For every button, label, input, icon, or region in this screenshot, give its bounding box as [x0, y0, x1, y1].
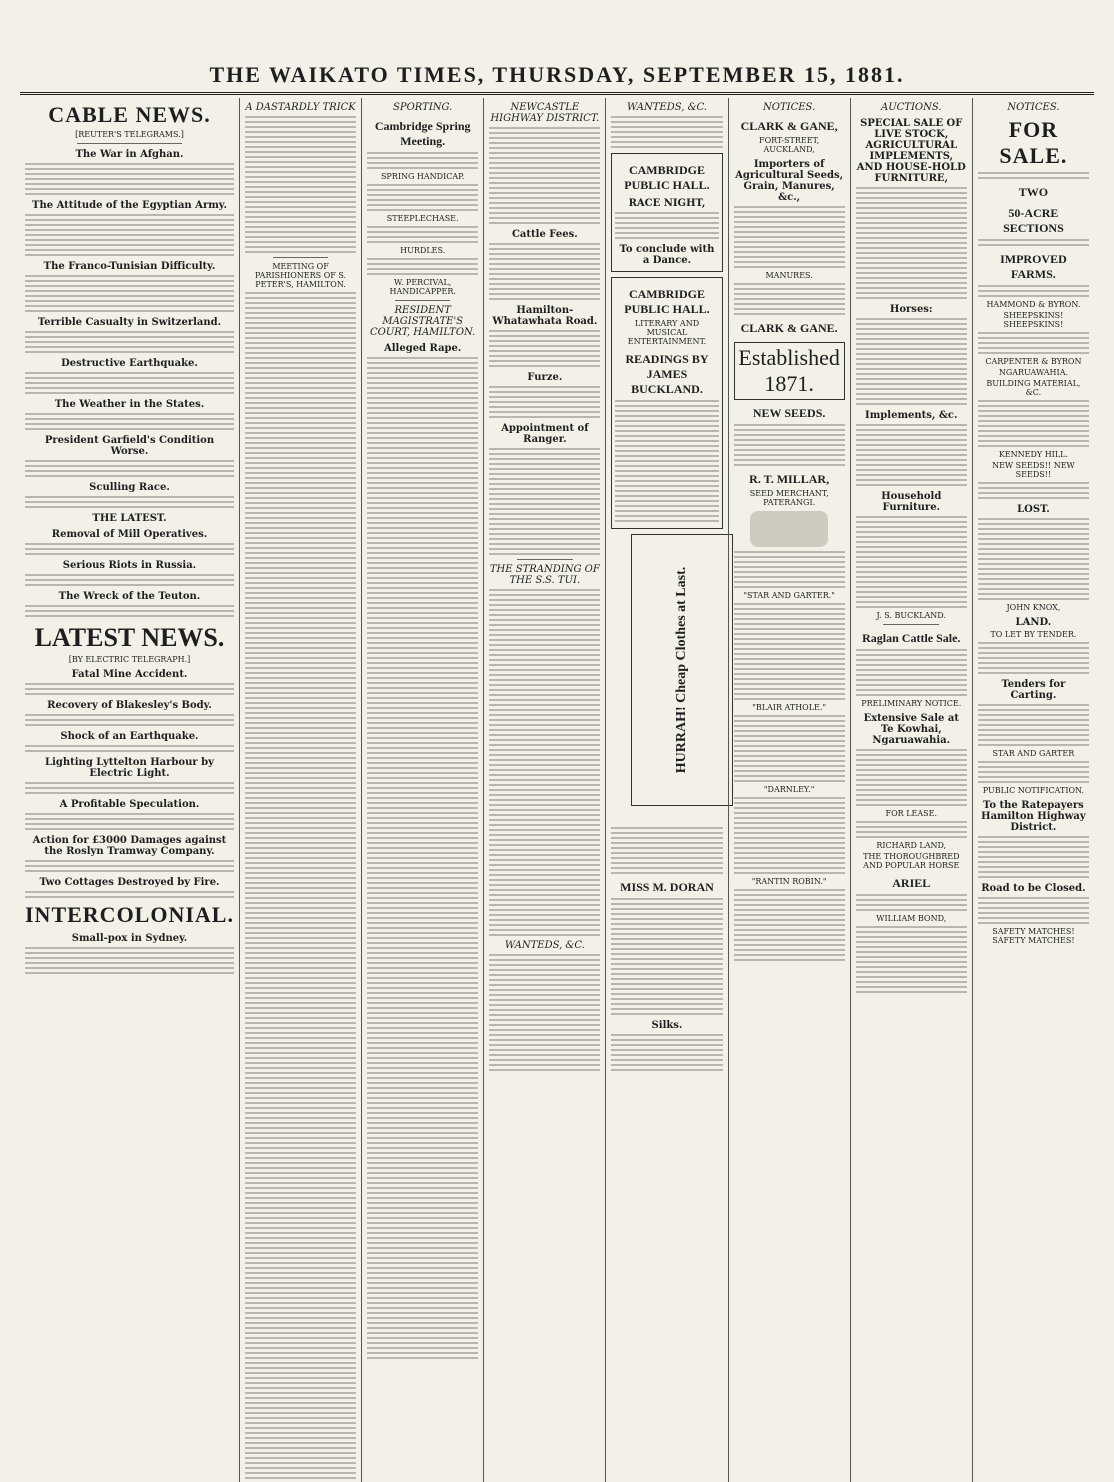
body-text	[978, 761, 1089, 783]
headline: NOTICES.	[763, 102, 816, 113]
headline: PRELIMINARY NOTICE.	[861, 699, 962, 708]
body-text	[25, 372, 234, 394]
headline: To conclude with a Dance.	[619, 244, 715, 266]
headline: "STAR AND GARTER."	[743, 591, 835, 600]
body-text	[734, 206, 845, 268]
body-text	[25, 163, 234, 195]
body-text	[367, 226, 478, 243]
headline: Sculling Race.	[89, 482, 170, 493]
headline: FORT-STREET, AUCKLAND,	[759, 136, 820, 154]
headline: CLARK & GANE,	[740, 119, 838, 133]
body-text	[25, 605, 234, 617]
body-text	[25, 782, 234, 794]
body-text	[25, 413, 234, 430]
body-text	[25, 891, 234, 898]
headline: 50-ACRE SECTIONS	[1003, 206, 1064, 235]
headline: READINGS BY JAMES BUCKLAND.	[625, 352, 709, 396]
body-text	[367, 152, 478, 169]
headline: CAMBRIDGE PUBLIC HALL.	[624, 163, 710, 192]
headline: KENNEDY HILL.	[998, 450, 1069, 459]
body-text	[25, 574, 234, 586]
masthead: THE WAIKATO TIMES, THURSDAY, SEPTEMBER 15, 1881.	[209, 62, 905, 87]
headline: MEETING OF PARISHIONERS OF S. PETER'S, HAMILTON.	[255, 262, 347, 289]
body-text	[25, 496, 234, 508]
headline: SEED MERCHANT, PATERANGI.	[749, 489, 829, 507]
body-text	[25, 947, 234, 974]
headline: A DASTARDLY TRICK	[245, 102, 356, 113]
headline: President Garfield's Condition Worse.	[44, 435, 215, 457]
headline: Horses:	[889, 304, 933, 315]
body-text	[25, 683, 234, 695]
headline: Tenders for Carting.	[1001, 679, 1066, 701]
divider	[395, 300, 451, 301]
intercolonial-title: INTERCOLONIAL.	[25, 902, 234, 927]
headline: Silks.	[651, 1020, 683, 1031]
column-2	[239, 98, 361, 1482]
headline: J. S. BUCKLAND.	[876, 611, 946, 620]
body-text	[25, 275, 234, 312]
headline: Importers of Agricultural Seeds, Grain, Manures, &c.,	[735, 159, 844, 203]
column-7	[850, 98, 972, 1482]
body-text	[734, 551, 845, 588]
headline: MANURES.	[765, 271, 813, 280]
body-text	[978, 897, 1089, 924]
body-text	[978, 400, 1089, 447]
headline: STAR AND GARTER	[992, 749, 1075, 758]
headline: Shock of an Earthquake.	[60, 731, 199, 742]
body-text	[978, 239, 1089, 246]
body-text	[734, 715, 845, 782]
vertical-ad-slot	[611, 534, 722, 824]
headline: Two Cottages Destroyed by Fire.	[39, 877, 220, 888]
headline: THE THOROUGHBRED AND POPULAR HORSE	[863, 852, 960, 870]
body-text	[367, 258, 478, 275]
body-text	[856, 424, 967, 486]
headline: LAND.	[1015, 617, 1052, 628]
column-6	[728, 98, 850, 1482]
body-text	[978, 836, 1089, 878]
headline: NGARUAWAHIA.	[998, 368, 1069, 377]
headline: Terrible Casualty in Switzerland.	[37, 317, 222, 328]
headline: The Attitude of the Egyptian Army.	[32, 200, 227, 211]
headline: SAFETY MATCHES! SAFETY MATCHES!	[992, 927, 1075, 945]
headline: BUILDING MATERIAL, &C.	[986, 379, 1081, 397]
headline: PUBLIC NOTIFICATION.	[982, 786, 1085, 795]
headline: TO LET BY TENDER.	[990, 630, 1077, 639]
divider	[77, 143, 181, 144]
vertical-advert	[631, 534, 733, 806]
body-text	[734, 283, 845, 315]
headline: Raglan Cattle Sale.	[862, 631, 961, 645]
body-text	[25, 745, 234, 752]
headline: AUCTIONS.	[881, 102, 942, 113]
headline: Small-pox in Sydney.	[71, 933, 188, 944]
vertical-advert-text: HURRAH! Cheap Clothes at Last.	[674, 566, 690, 774]
headline: HURDLES.	[400, 246, 446, 255]
body-text	[611, 116, 722, 148]
divider	[517, 559, 573, 560]
headline: Recovery of Blakesley's Body.	[47, 700, 212, 711]
headline: Action for £3000 Damages against the Roslyn Tramway Company.	[32, 835, 227, 857]
headline: WANTEDS, &C.	[504, 940, 585, 951]
headline: WANTEDS, &C.	[627, 102, 707, 113]
headline: SPORTING.	[393, 102, 453, 113]
body-text	[615, 400, 718, 522]
headline: LITERARY AND MUSICAL ENTERTAINMENT.	[627, 319, 707, 346]
headline: Hamilton-Whatawhata Road.	[492, 305, 598, 327]
masthead-rule	[20, 92, 1094, 95]
headline: STEEPLECHASE.	[386, 214, 459, 223]
headline: The Weather in the States.	[54, 399, 205, 410]
body-text	[245, 292, 356, 1479]
body-text	[856, 318, 967, 405]
body-text	[611, 827, 722, 874]
body-text	[978, 285, 1089, 297]
headline: Road to be Closed.	[981, 883, 1086, 894]
body-text	[734, 424, 845, 466]
body-text	[978, 518, 1089, 550]
headline: Appointment of Ranger.	[501, 423, 589, 445]
body-text	[367, 357, 478, 1359]
headline: SPRING HANDICAP.	[380, 172, 465, 181]
headline: Fatal Mine Accident.	[71, 669, 188, 680]
headline: The Franco-Tunisian Difficulty.	[43, 261, 216, 272]
body-text	[856, 926, 967, 993]
body-text	[734, 603, 845, 700]
body-text	[978, 332, 1089, 354]
body-text	[856, 821, 967, 838]
headline: RESIDENT MAGISTRATE'S COURT, HAMILTON.	[370, 305, 476, 338]
body-text	[25, 714, 234, 726]
body-text	[25, 460, 234, 477]
headline: THE STRANDING OF THE S.S. TUI.	[489, 564, 600, 586]
headline: NEW SEEDS.	[752, 406, 826, 420]
body-text	[611, 898, 722, 1015]
headline: To the Ratepayers Hamilton Highway District.	[981, 800, 1086, 833]
body-text	[25, 331, 234, 353]
body-text	[978, 172, 1089, 179]
headline: HAMMOND & BYRON.	[986, 300, 1081, 309]
headline: Alleged Rape.	[383, 343, 462, 354]
headline: Extensive Sale at Te Kowhai, Ngaruawahia.	[863, 713, 959, 746]
headline: "DARNLEY."	[763, 785, 815, 794]
headline: LOST.	[1017, 504, 1050, 515]
headline: Household Furniture.	[881, 491, 942, 513]
headline: "RANTIN ROBIN."	[751, 877, 827, 886]
columns	[20, 98, 1094, 1458]
body-text	[245, 116, 356, 253]
headline: RICHARD LAND,	[876, 841, 947, 850]
headline: CAMBRIDGE PUBLIC HALL.	[624, 287, 710, 316]
headline: IMPROVED FARMS.	[1000, 252, 1067, 281]
headline: The War in Afghan.	[75, 149, 184, 160]
headline: MISS M. DORAN	[620, 880, 714, 894]
headline: SHEEPSKINS! SHEEPSKINS!	[1003, 311, 1064, 329]
column-1	[20, 98, 239, 1482]
body-text	[489, 330, 600, 367]
headline: JOHN KNOX,	[1006, 603, 1061, 612]
body-text	[856, 516, 967, 608]
headline: Removal of Mill Operatives.	[51, 529, 208, 540]
headline: Lighting Lyttelton Harbour by Electric Light.	[45, 757, 214, 779]
headline: THE LATEST.	[92, 513, 167, 524]
headline: NOTICES.	[1007, 102, 1060, 113]
headline: Serious Riots in Russia.	[62, 560, 197, 571]
body-text	[489, 386, 600, 418]
cable-news-sub: [REUTER'S TELEGRAMS.]	[75, 130, 184, 139]
headline: "BLAIR ATHOLE."	[752, 703, 827, 712]
advert-box	[611, 153, 722, 272]
body-text	[367, 184, 478, 211]
body-text	[856, 894, 967, 911]
headline: NEWCASTLE HIGHWAY DISTRICT.	[490, 102, 600, 124]
body-text	[25, 543, 234, 555]
body-text	[489, 243, 600, 300]
headline: The Wreck of the Teuton.	[58, 591, 201, 602]
headline: CARPENTER & BYRON	[985, 357, 1082, 366]
handicapper-signature: W. PERCIVAL, HANDICAPPER.	[389, 278, 456, 296]
horse-illustration	[750, 511, 828, 547]
headline: Cambridge Spring Meeting.	[374, 119, 471, 148]
column-8	[972, 98, 1094, 1482]
headline: SPECIAL SALE OF LIVE STOCK, AGRICULTURAL IMPLEMENTS, AND HOUSE-HOLD FURNITURE,	[856, 118, 966, 184]
body-text	[856, 187, 967, 299]
body-text	[489, 448, 600, 555]
body-text	[489, 589, 600, 936]
headline: FOR LEASE.	[885, 809, 937, 818]
column-3	[361, 98, 483, 1482]
advert-box	[611, 277, 722, 529]
headline: CLARK & GANE.	[740, 321, 838, 335]
headline: Furze.	[527, 372, 563, 383]
column-4	[483, 98, 605, 1482]
body-text	[978, 482, 1089, 499]
body-text	[734, 889, 845, 961]
divider	[883, 624, 939, 625]
body-text	[978, 704, 1089, 746]
headline: NEW SEEDS!! NEW SEEDS!!	[992, 461, 1075, 479]
body-text	[25, 214, 234, 256]
headline: Implements, &c.	[865, 410, 958, 421]
latest-news-sub: [BY ELECTRIC TELEGRAPH.]	[68, 655, 191, 664]
body-text	[978, 553, 1089, 600]
headline: ARIEL	[892, 876, 931, 890]
body-text	[856, 749, 967, 806]
body-text	[489, 127, 600, 224]
headline: TWO	[1018, 185, 1049, 199]
headline: Cattle Fees.	[511, 229, 578, 240]
body-text	[734, 797, 845, 874]
body-text	[615, 212, 718, 239]
body-text	[25, 813, 234, 830]
headline: Destructive Earthquake.	[61, 358, 198, 369]
headline: A Profitable Speculation.	[59, 799, 200, 810]
established-banner: Established 1871.	[734, 342, 845, 400]
body-text	[25, 860, 234, 872]
body-text	[978, 642, 1089, 674]
headline: RACE NIGHT,	[628, 198, 706, 209]
headline: R. T. MILLAR,	[749, 472, 830, 486]
cable-news-title: CABLE NEWS.	[48, 102, 211, 127]
divider	[273, 257, 329, 258]
latest-news-title: LATEST NEWS.	[34, 623, 225, 652]
column-5	[605, 98, 727, 1482]
headline: FOR SALE.	[999, 117, 1068, 168]
headline: WILLIAM BOND,	[876, 914, 947, 923]
body-text	[611, 1034, 722, 1071]
body-text	[489, 954, 600, 1071]
body-text	[856, 649, 967, 696]
